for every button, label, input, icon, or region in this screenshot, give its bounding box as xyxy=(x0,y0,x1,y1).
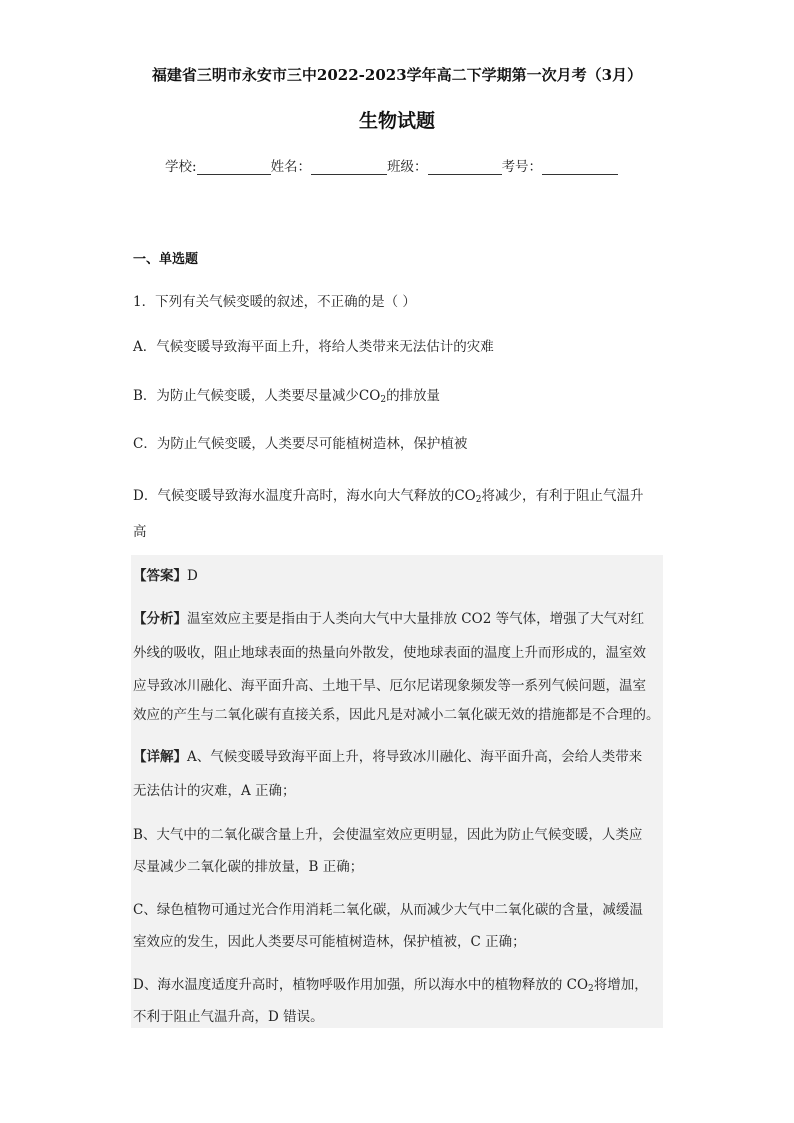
answer-label: 【答案】 xyxy=(133,568,187,584)
id-blank xyxy=(542,160,618,175)
analysis-line-2: 外线的吸收，阻止地球表面的热量向外散发，使地球表面的温度上升而形成的，温室效 xyxy=(133,645,646,661)
detail-b-line-1: B、大气中的二氧化碳含量上升，会使温室效应更明显，因此为防止气候变暖，人类应 xyxy=(133,827,643,843)
detail-a-line-2: 无法估计的灾难，A 正确； xyxy=(133,783,296,799)
detail-d-line-2: 不利于阻止气温升高，D 错误。 xyxy=(133,1009,324,1025)
class-label: 班级： xyxy=(387,159,428,175)
document-subtitle: 生物试题 xyxy=(358,110,435,132)
school-label: 学校: xyxy=(165,159,197,175)
school-blank xyxy=(197,160,271,175)
detail-c-line-2: 室效应的发生，因此人类要尽可能植树造林，保护植被，C 正确； xyxy=(133,934,526,950)
option-d-continued: 高 xyxy=(133,524,147,540)
answer-value: D xyxy=(187,568,198,584)
detail-label: 【详解】 xyxy=(133,749,187,765)
class-blank xyxy=(428,160,502,175)
option-a: A．气候变暖导致海平面上升，将给人类带来无法估计的灾难 xyxy=(133,339,494,355)
question-stem: 1．下列有关气候变暖的叙述，不正确的是（ ） xyxy=(133,294,416,310)
option-d: D．气候变暖导致海水温度升高时，海水向大气释放的$CO_2$将减少，有利于阻止气温升 xyxy=(133,488,644,505)
analysis-line-1: 【分析】温室效应主要是指由于人类向大气中大量排放 CO2 等气体，增强了大气对红 xyxy=(133,611,645,627)
option-b: B．为防止气候变暖，人类要尽量减少$CO_2$的排放量 xyxy=(133,388,441,405)
student-info-line xyxy=(165,155,618,175)
analysis-line-4: 效应的产生与二氧化碳有直接关系，因此凡是对减小二氧化碳无效的措施都是不合理的。 xyxy=(133,707,660,723)
document-title: 福建省三明市永安市三中2022-2023学年高二下学期第一次月考（3月） xyxy=(151,66,643,84)
analysis-label: 【分析】 xyxy=(133,611,187,627)
detail-a-line-1: 【详解】A、气候变暖导致海平面上升，将导致冰川融化、海平面升高，会给人类带来 xyxy=(133,749,643,765)
answer-line xyxy=(133,564,198,584)
name-label: 姓名： xyxy=(270,159,312,175)
section-title: 一、单选题 xyxy=(133,252,199,267)
analysis-line-3: 应导致冰川融化、海平面升高、土地干旱、厄尔尼诺现象频发等一系列气候问题，温室 xyxy=(133,678,646,694)
option-c: C．为防止气候变暖，人类要尽可能植树造林，保护植被 xyxy=(133,436,468,452)
detail-d-line-1: D、海水温度适度升高时，植物呼吸作用加强，所以海水中的植物释放的 $CO_2$将增加， xyxy=(133,977,648,994)
detail-b-line-2: 尽量减少二氧化碳的排放量，B 正确； xyxy=(133,859,364,875)
name-blank xyxy=(311,160,387,175)
id-label: 考号： xyxy=(501,159,543,175)
detail-c-line-1: C、绿色植物可通过光合作用消耗二氧化碳，从而减少大气中二氧化碳的含量，减缓温 xyxy=(133,902,643,918)
